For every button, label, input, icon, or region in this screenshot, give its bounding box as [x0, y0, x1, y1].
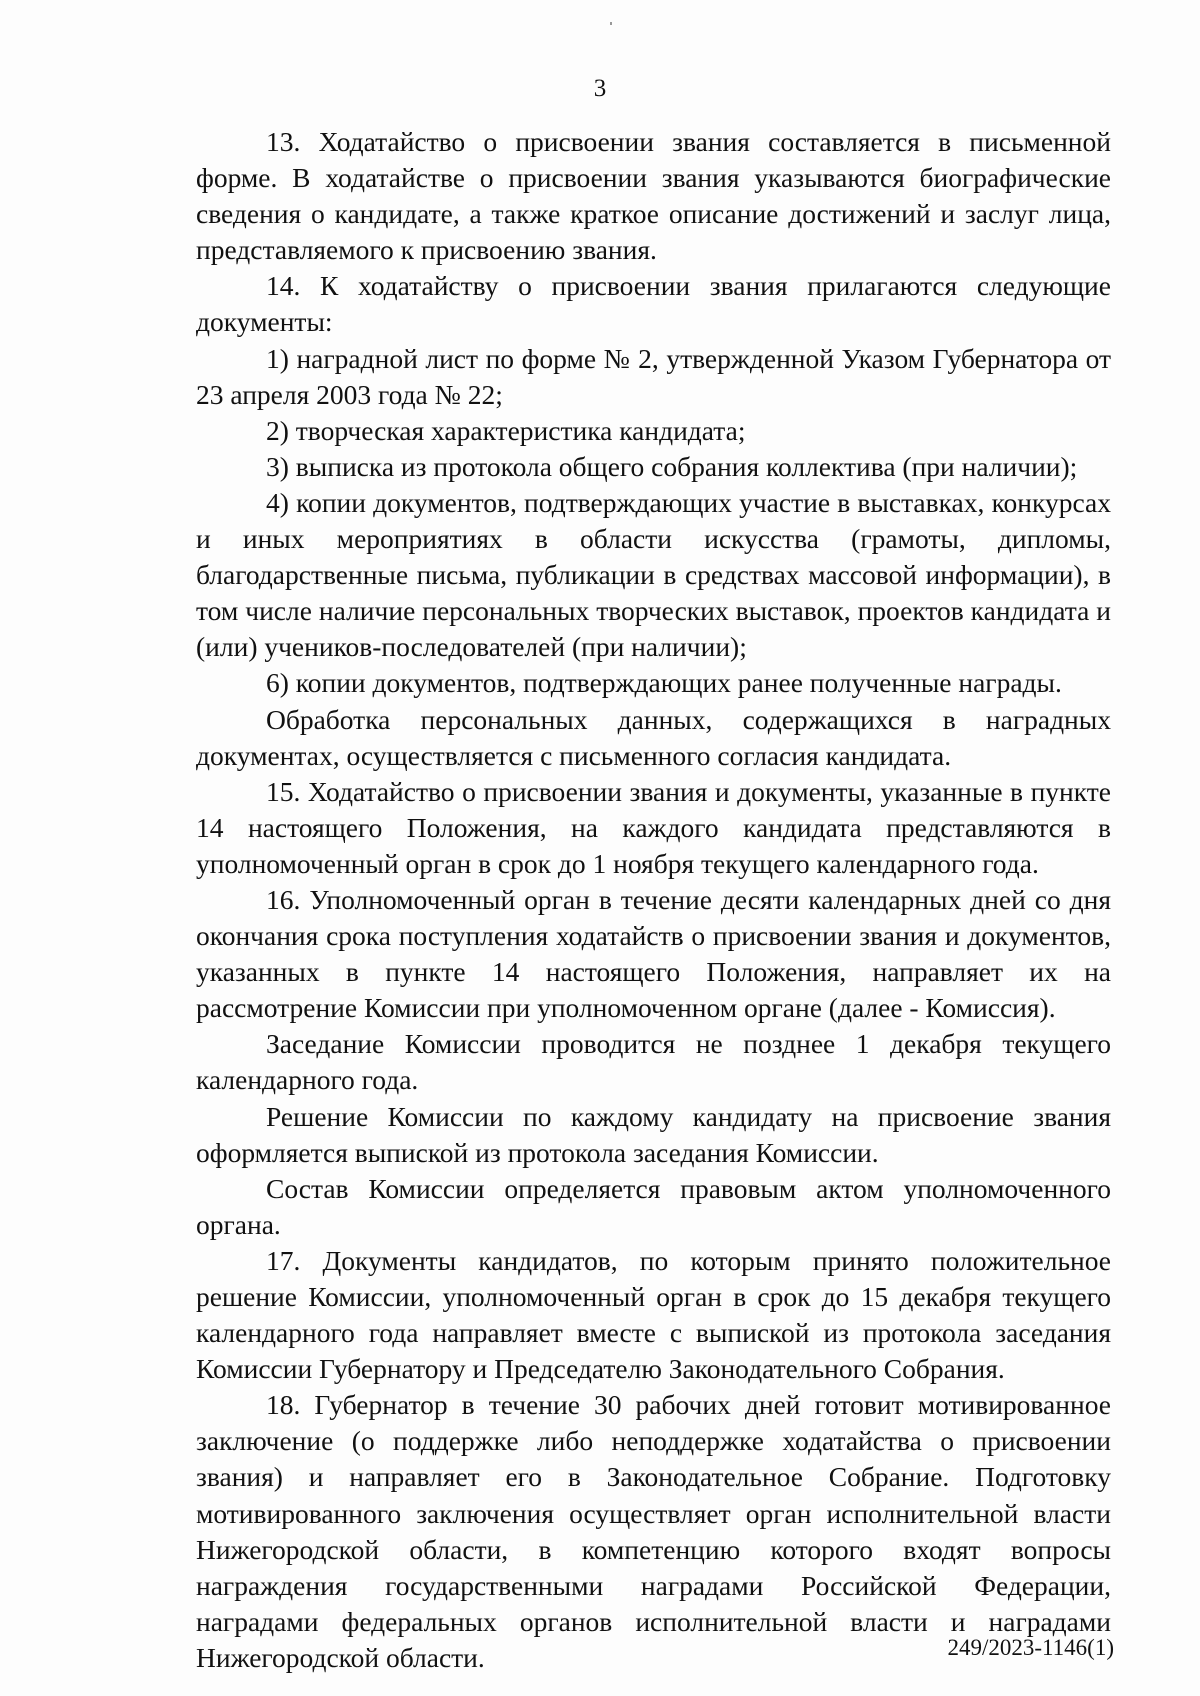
list-item-2: 2) творческая характеристика кандидата;: [266, 414, 746, 446]
list-item-3: 3) выписка из протокола общего собрания коллектива (при наличии);: [266, 450, 1078, 482]
list-item-4: 4) копии документов, подтверждающих участие в выставках, конкурсах и иных мероприятиях в области искусства (грамоты, дипломы, благодарственные письма, публикации в средствах массовой информации), в том числе наличие персональных творческих выставок, проектов кандидата и (или) учеников-последователей (при наличии);: [196, 486, 1111, 663]
page-number: 3: [593, 75, 607, 102]
list-item-1: 1) наградной лист по форме № 2, утвержденной Указом Губернатора от 23 апреля 2003 года № 22;: [196, 342, 1111, 410]
document-body: [196, 124, 1111, 1676]
paragraph-personal-data: Обработка персональных данных, содержащихся в наградных документах, осуществляется с письменного согласия кандидата.: [196, 703, 1111, 771]
paragraph-commission-meeting: Заседание Комиссии проводится не позднее 1 декабря текущего календарного года.: [196, 1028, 1111, 1096]
paragraph-commission-decision: Решение Комиссии по каждому кандидату на присвоение звания оформляется выпиской из протокола заседания Комиссии.: [196, 1100, 1111, 1168]
paragraph-18: 18. Губернатор в течение 30 рабочих дней готовит мотивированное заключение (о поддержке либо неподдержке ходатайства о присвоении звания) и направляет его в Законодательное Собрание. Подготовку мотивированного заключения осуществляет орган исполнительной власти Нижегородской области, в компетенцию которого входят вопросы награждения государственными наградами Российской Федерации, наградами федеральных органов исполнительной власти и наградами Нижегородской области.: [196, 1389, 1111, 1673]
document-code: 249/2023-1146(1): [947, 1635, 1114, 1660]
paragraph-13: 13. Ходатайство о присвоении звания составляется в письменной форме. В ходатайстве о присвоении звания указываются биографические сведения о кандидате, а также краткое описание достижений и заслуг лица, представляемого к присвоению звания.: [196, 126, 1111, 266]
paragraph-16: 16. Уполномоченный орган в течение десяти календарных дней со дня окончания срока поступления ходатайств о присвоении звания и документов, указанных в пункте 14 настоящего Положения, направляет их на рассмотрение Комиссии при уполномоченном органе (далее - Комиссия).: [196, 883, 1111, 1024]
paragraph-17: 17. Документы кандидатов, по которым принято положительное решение Комиссии, уполномоченный орган в срок до 15 декабря текущего календарного года направляет вместе с выпиской из протокола заседания Комиссии Губернатору и Председателю Законодательного Собрания.: [196, 1244, 1111, 1385]
paragraph-14: 14. К ходатайству о присвоении звания прилагаются следующие документы:: [196, 270, 1111, 338]
scan-artifact: [610, 22, 612, 25]
list-item-6: 6) копии документов, подтверждающих ранее полученные награды.: [266, 667, 1062, 699]
paragraph-commission-composition: Состав Комиссии определяется правовым актом уполномоченного органа.: [196, 1172, 1111, 1240]
paragraph-15: 15. Ходатайство о присвоении звания и документы, указанные в пункте 14 настоящего Положения, на каждого кандидата представляются в уполномоченный орган в срок до 1 ноября текущего календарного года.: [196, 775, 1111, 879]
